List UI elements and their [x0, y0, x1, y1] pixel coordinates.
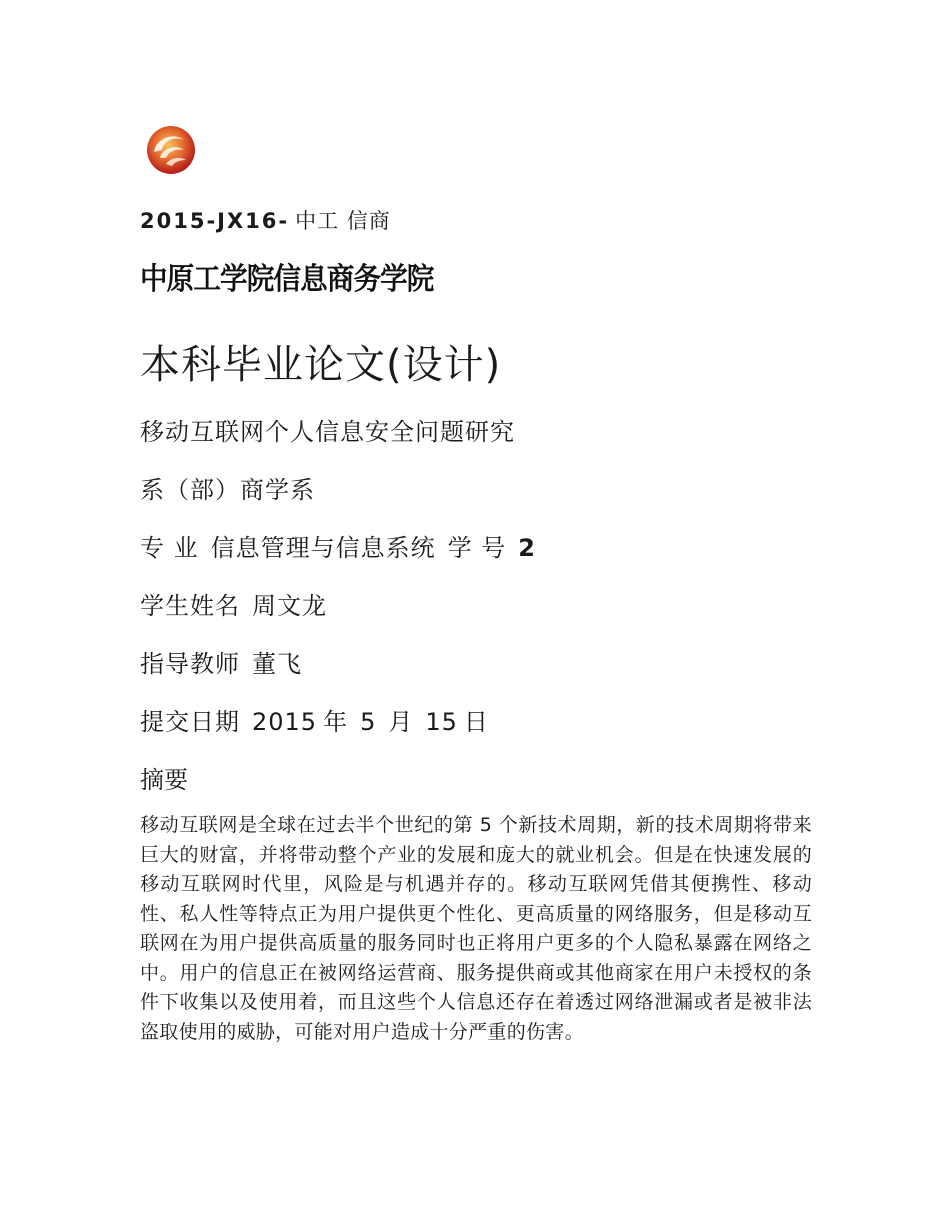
- advisor-value: 董飞: [252, 650, 302, 678]
- major-label: 专 业: [140, 534, 199, 562]
- school-name: 中原工学院信息商务学院: [140, 262, 434, 297]
- document-code: [140, 205, 391, 235]
- department-value: 商学系: [240, 476, 315, 504]
- submit-year: 2015: [252, 708, 318, 736]
- submit-month: 5: [360, 708, 377, 736]
- student-id-value: 2: [518, 534, 536, 562]
- submit-month-unit: 月: [388, 708, 414, 736]
- student-id-label: 学 号: [447, 534, 507, 562]
- document-code-suffix: 中工 信商: [295, 209, 391, 233]
- submit-year-unit: 年: [323, 708, 349, 736]
- student-name-line: [140, 586, 327, 621]
- submit-date-label: 提交日期: [140, 708, 240, 736]
- department-label: 系（部）: [140, 476, 240, 504]
- thesis-type-heading: 本科毕业论文(设计): [140, 342, 502, 388]
- department-line: [140, 470, 315, 505]
- document-code-number: 2015-JX16-: [140, 209, 290, 233]
- thesis-title: 移动互联网个人信息安全问题研究: [140, 418, 515, 446]
- major-line: [140, 528, 536, 563]
- submit-day: 15: [425, 708, 458, 736]
- student-name-value: 周文龙: [252, 592, 327, 620]
- abstract-heading: 摘要: [140, 766, 188, 794]
- major-value: 信息管理与信息系统: [210, 534, 436, 562]
- advisor-label: 指导教师: [140, 650, 240, 678]
- advisor-line: [140, 644, 302, 679]
- student-name-label: 学生姓名: [140, 592, 240, 620]
- school-logo-icon: [144, 122, 198, 176]
- abstract-body: 移动互联网是全球在过去半个世纪的第 5 个新技术周期，新的技术周期将带来巨大的财富，并将带动整个产业的发展和庞大的就业机会。但是在快速发展的移动互联网时代里，风险是与机遇并存的。移动互联网凭借其便携性、移动性、私人性等特点正为用户提供更个性化、更高质量的网络服务，但是移动互联网在为用户提供高质量的服务同时也正将用户更多的个人隐私暴露在网络之中。用户的信息正在被网络运营商、服务提供商或其他商家在用户未授权的条件下收集以及使用着，而且这些个人信息还存在着透过网络泄漏或者是被非法盗取使用的威胁，可能对用户造成十分严重的伤害。: [140, 814, 812, 1043]
- submit-date-line: [140, 702, 489, 737]
- submit-day-unit: 日: [463, 708, 489, 736]
